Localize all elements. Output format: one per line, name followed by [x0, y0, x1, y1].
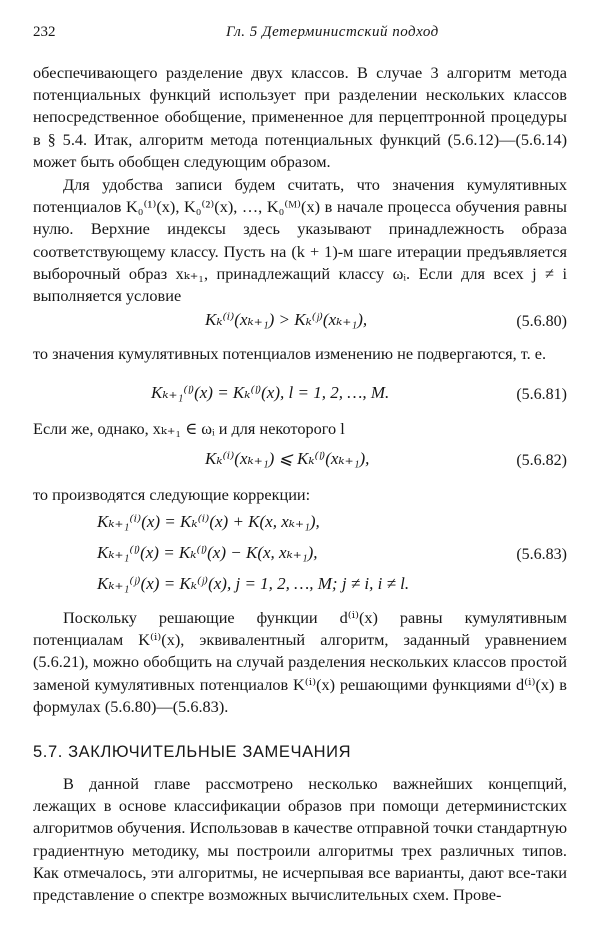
- page-number: 232: [33, 24, 56, 40]
- equation-number: (5.6.82): [516, 452, 567, 469]
- formula: Kₖ₊₁⁽ˡ⁾(x) = Kₖ⁽ˡ⁾(x), l = 1, 2, …, M.: [151, 383, 390, 402]
- formula: Kₖ⁽ⁱ⁾(xₖ₊₁) > Kₖ⁽ʲ⁾(xₖ₊₁),: [205, 310, 368, 329]
- page-header: [33, 24, 567, 46]
- formula: Kₖ⁽ⁱ⁾(xₖ₊₁) ⩽ Kₖ⁽ˡ⁾(xₖ₊₁),: [205, 449, 370, 468]
- paragraph-3: то значения кумулятивных потенциалов изменению не подвергаются, т. е.: [33, 344, 547, 363]
- equation-number: (5.6.81): [516, 386, 567, 403]
- equation-line: [33, 512, 567, 540]
- paragraph-5: то производятся следующие коррекции:: [33, 485, 311, 504]
- formula: Kₖ₊₁⁽ˡ⁾(x) = Kₖ⁽ˡ⁾(x) − K(x, xₖ₊₁),: [97, 543, 318, 562]
- formula: Kₖ₊₁⁽ʲ⁾(x) = Kₖ⁽ʲ⁾(x), j = 1, 2, …, M; j ≠ i, i ≠ l.: [97, 574, 410, 593]
- paragraph-2: Для удобства записи будем считать, что значения кумулятивных потенциалов K₀⁽¹⁾(x), K₀⁽²⁾(x), …, K₀⁽ᴹ⁾(x) в начале процесса обучения равны нулю. Верхние индексы здесь указывают принадлежность образа соответствующему классу. Пусть на (k + 1)-м шаге итерации предъявляется выборочный образ xₖ₊₁, принадлежащий классу ωᵢ. Если для всех j ≠ i выполняется условие: [33, 175, 567, 306]
- equation-line: [33, 574, 567, 602]
- paragraph-4: Если же, однако, xₖ₊₁ ∈ ωᵢ и для некоторого l: [33, 419, 345, 438]
- equation-5-6-81: [33, 383, 567, 411]
- paragraph-7: В данной главе рассмотрено несколько важнейших концепций, лежащих в основе классификации образов при помощи детерминистских алгоритмов обучения. Использовав в качестве отправной точки стандартную градиентную методику, мы построили алгоритмы трех различных типов. Как отмечалось, эти алгоритмы, не исчерпывая все варианты, дают все-таки представление о спектре возможных вычислительных схем. Прове-: [33, 774, 567, 905]
- paragraph-6: Поскольку решающие функции d⁽ⁱ⁾(x) равны кумулятивным потенциалам K⁽ⁱ⁾(x), эквивалентный алгоритм, заданный уравнением (5.6.21), можно обобщить на случай разделения нескольких классов простой заменой кумулятивных потенциалов K⁽ⁱ⁾(x) решающими функциями d⁽ⁱ⁾(x) в формулах (5.6.80)—(5.6.83).: [33, 608, 567, 716]
- section-title: 5.7. ЗАКЛЮЧИТЕЛЬНЫЕ ЗАМЕЧАНИЯ: [33, 743, 352, 761]
- running-title: Гл. 5 Детерминистский подход: [226, 24, 439, 40]
- equation-number: (5.6.83): [516, 546, 567, 563]
- equation-number: (5.6.80): [516, 313, 567, 330]
- equation-5-6-80: [33, 310, 567, 338]
- paragraph-1: обеспечивающего разделение двух классов. В случае 3 алгоритм метода потенциальных функций использует при разделении нескольких классов непосредственное обобщение, примененное для перцептронной процедуры в § 5.4. Итак, алгоритм метода потенциальных функций (5.6.12)—(5.6.14) может быть обобщен следующим образом.: [33, 63, 567, 171]
- equation-5-6-82: [33, 449, 567, 477]
- formula: Kₖ₊₁⁽ⁱ⁾(x) = Kₖ⁽ⁱ⁾(x) + K(x, xₖ₊₁),: [97, 512, 320, 531]
- equation-line: [33, 543, 567, 571]
